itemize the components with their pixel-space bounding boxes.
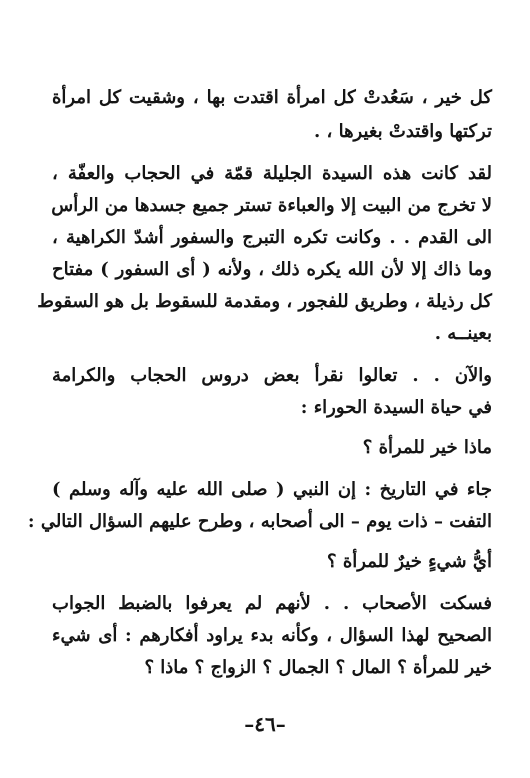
text-line: في حياة السيدة الحوراء : <box>300 397 492 418</box>
text-line: خير للمرأة ؟ المال ؟ الجمال ؟ الزواج ؟ ماذا ؟ <box>144 657 492 678</box>
text-line: جاء في التاريخ : إن النبي ( صلى الله عليه وآله وسلم ) <box>52 479 492 500</box>
section-heading: ماذا خير للمرأة ؟ <box>362 437 492 458</box>
text-line: لا تخرج من البيت إلا والعباءة تستر جميع جسدها من الرأس <box>51 195 492 216</box>
text-line: الى القدم . . وكانت تكره التبرج والسفور أشدّ الكراهية ، <box>52 227 492 248</box>
text-line: فسكت الأصحاب . . لأنهم لم يعرفوا بالضبط الجواب <box>52 593 492 614</box>
text-line: لقد كانت هذه السيدة الجليلة قمّة في الحجاب والعفّة ، <box>52 163 492 184</box>
text-line: التفت – ذات يوم – الى أصحابه ، وطرح عليهم السؤال التالي : <box>27 511 492 532</box>
text-line: بعينــه . <box>434 323 492 344</box>
page-number: –٤٦– <box>244 712 286 736</box>
text-line: والآن . . تعالوا نقرأ بعض دروس الحجاب والكرامة <box>52 365 492 386</box>
quoted-question: أيُّ شيءٍ خيرٌ للمرأة ؟ <box>327 551 492 572</box>
text-line: وما ذاك إلا لأن الله يكره ذلك ، ولأنه ( أى السفور ) مفتاح <box>52 259 492 280</box>
text-line: كل رذيلة ، وطريق للفجور ، ومقدمة للسقوط بل هو السقوط <box>37 291 492 312</box>
text-line: تركتها واقتدتْ بغيرها ، . <box>313 121 492 142</box>
text-line: الصحيح لهذا السؤال ، وكأنه بدء يراود أفكارهم : أى شيء <box>52 625 492 646</box>
text-line: كل خير ، سَعُدتْ كل امرأة اقتدت بها ، وشقيت كل امرأة <box>52 87 492 108</box>
